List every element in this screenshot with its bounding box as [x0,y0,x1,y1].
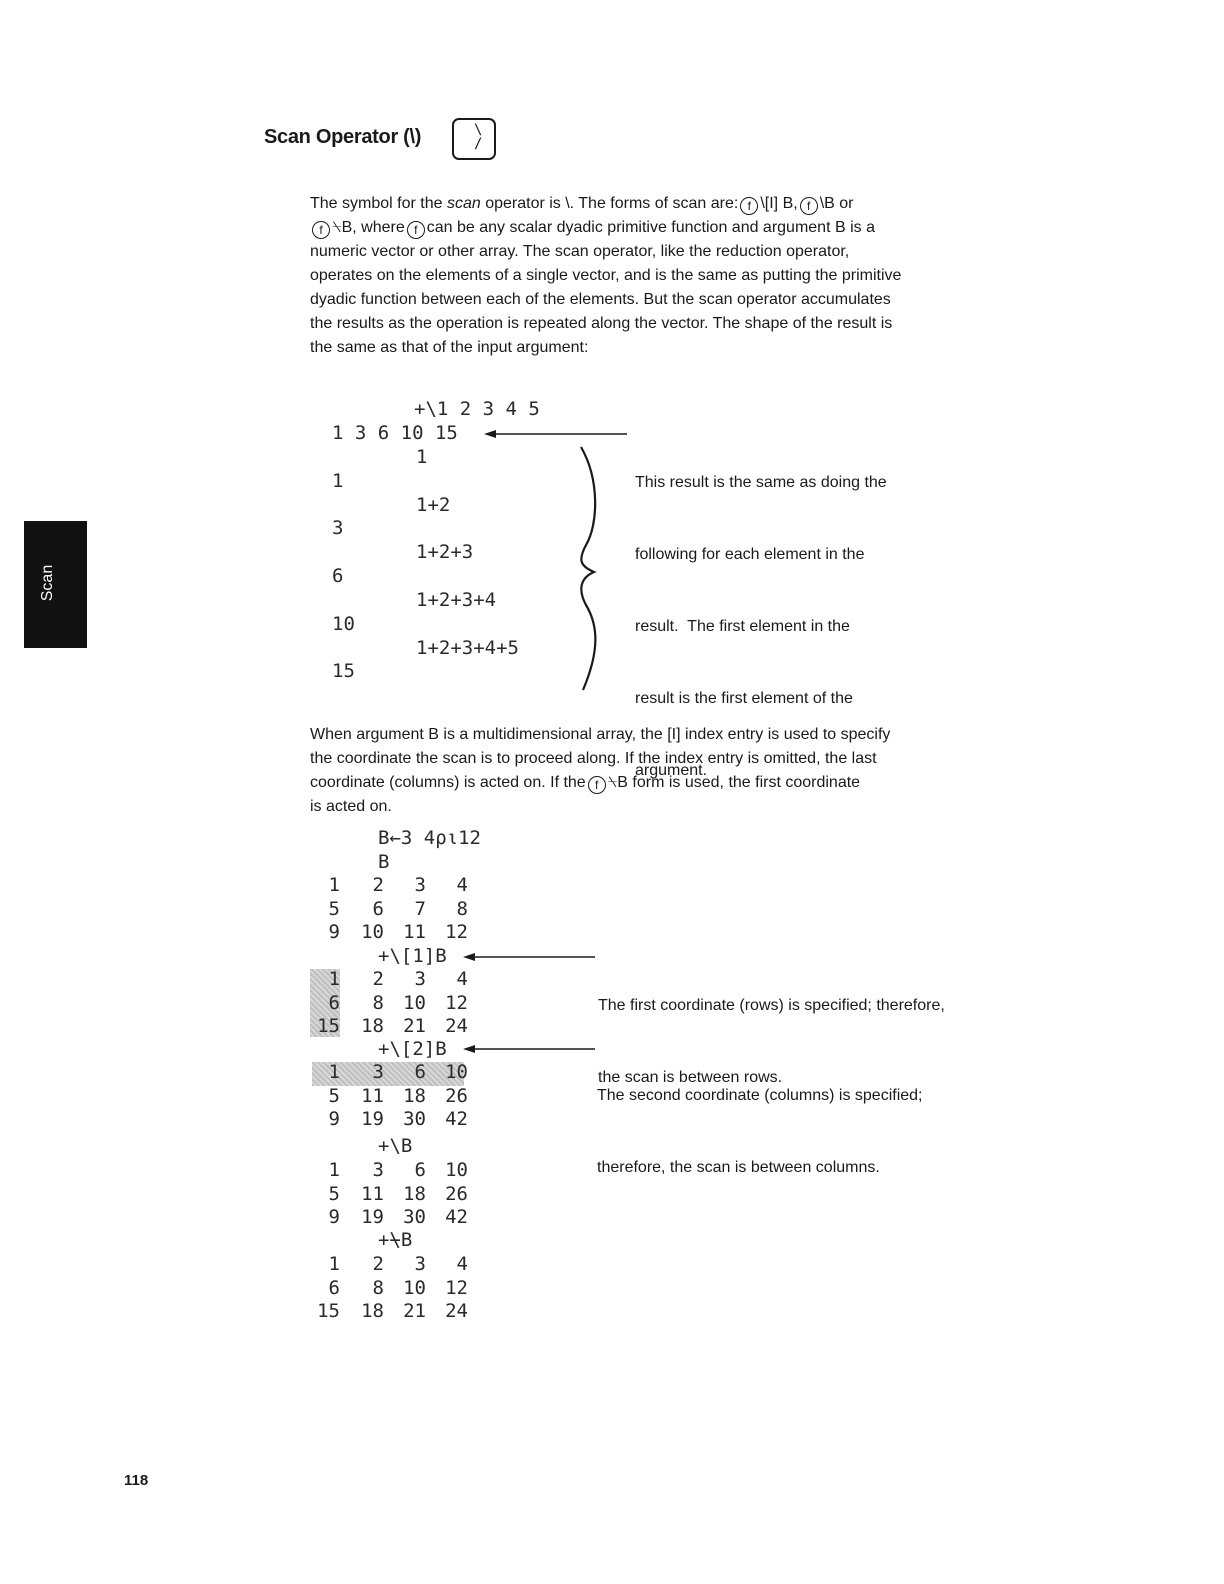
matrix-cell: 26 [445,1084,468,1107]
matrix-cell: 2 [372,968,384,990]
matrix-cell: 2 [372,1253,384,1275]
matrix-cell: 11 [361,1084,384,1107]
matrix-cell: 12 [445,1276,468,1299]
matrix-cell: 7 [414,897,426,920]
matrix-cell: 8 [372,991,384,1014]
function-circle-icon: f [800,197,818,215]
matrix-cell: 5 [328,1182,340,1205]
matrix-cell: 6 [414,1061,426,1083]
first-scan-command: +⍀B [378,1229,413,1251]
matrix-cell: 1 [328,1159,340,1181]
example1-command: +\1 2 3 4 5 [414,398,540,420]
matrix-cell: 42 [445,1108,468,1130]
matrix-cell: 10 [445,1159,468,1181]
matrix-cell: 1 [328,874,340,896]
cols-note: The second coordinate (columns) is specified; therefore, the scan is between columns. [597,1087,923,1176]
matrix-cell: 18 [403,1084,426,1107]
arrow-head-icon [484,430,496,438]
index-paragraph: When argument B is a multidimensional array, the [I] index entry is used to specify the coordinate the scan is to proceed along. If the index entry is omitted, the last coordinate (columns) is acted on. If the f ⍀B form is used, the first coordinate is acted on. [310,726,891,815]
matrix-cell: 18 [403,1182,426,1205]
matrix-cell: 18 [361,1015,384,1037]
matrix-cell: 3 [414,1253,426,1275]
example1-step-value: 3 [332,517,344,539]
matrix-cell: 2 [372,874,384,896]
example1-step-value: 6 [332,565,344,587]
matrix-cell: 3 [372,1159,384,1181]
matrix-cell: 1 [328,1061,340,1083]
italic-scan: scan [446,195,481,212]
matrix-cell: 1 [328,968,340,990]
example1-result: 1 3 6 10 15 [332,422,458,444]
matrix-cell: 11 [361,1182,384,1205]
example1-step-expr: 1+2 [416,494,451,516]
function-circle-icon: f [407,221,425,239]
intro-paragraph: The symbol for the scan operator is \. The forms of scan are: f \[I] B, f \B or f ⍀B, where f can be any scalar dyadic primitive function and argument B is a numeric vector or other array. The scan operator, like the reduction operator, operates on the elements of a single vector, and is the same as putting the primitive dyadic function between each of the elements. But the scan operator accumulates the results as the operation is repeated along the vector. The shape of the result is the same as that of the input argument: [310,195,902,356]
arrow-head-icon [463,1045,475,1053]
matrix-cell: 11 [403,921,426,943]
rows-scan-command: +\[1]B [378,945,447,967]
example1-step-value: 1 [332,470,344,492]
matrix-cell: 10 [403,991,426,1014]
matrix-cell: 4 [456,874,468,896]
brace-icon [581,447,595,690]
matrix-cell: 12 [445,921,468,943]
matrix-cell: 5 [328,1084,340,1107]
matrix-cell: 42 [445,1206,468,1228]
example1-step-expr: 1+2+3 [416,541,474,563]
matrix-cell: 8 [372,1276,384,1299]
matrix-cell: 24 [445,1015,468,1037]
matrix-cell: 10 [361,921,384,943]
example1-step-value: 10 [332,613,355,635]
matrix-cell: 9 [328,921,340,943]
matrix-cell: 15 [317,1015,340,1037]
matrix-cell: 1 [328,1253,340,1275]
example1-step-value: 15 [332,660,355,682]
page-title: Scan Operator (\) [264,126,422,148]
matrix-cell: 8 [456,897,468,920]
matrix-cell: 19 [361,1206,384,1228]
matrix-cell: 4 [456,968,468,990]
matrix-cell: 24 [445,1300,468,1322]
function-circle-icon: f [312,221,330,239]
matrix-cell: 3 [372,1061,384,1083]
example1-step-expr: 1 [416,446,428,468]
matrix-cell: 30 [403,1206,426,1228]
matrix-cell: 10 [403,1276,426,1299]
key-slash: / [474,136,483,152]
example1-step-expr: 1+2+3+4 [416,589,497,611]
section-tab [24,521,87,648]
show-command: B [378,851,390,873]
matrix-cell: 10 [445,1061,468,1083]
matrix-cell: 9 [328,1108,340,1130]
matrix-cell: 12 [445,991,468,1014]
matrix-cell: 19 [361,1108,384,1130]
matrix-cell: 9 [328,1206,340,1228]
matrix-cell: 3 [414,874,426,896]
matrix-cell: 30 [403,1108,426,1130]
section-tab-label: Scan [39,564,56,602]
example1-step-expr: 1+2+3+4+5 [416,637,519,659]
matrix-cell: 3 [414,968,426,990]
matrix-cell: 6 [372,897,384,920]
matrix-cell: 18 [361,1300,384,1322]
matrix-cell: 6 [328,991,340,1014]
last-scan-command: +\B [378,1135,413,1157]
matrix-cell: 6 [414,1159,426,1181]
assign-command: B←3 4⍴⍳12 [378,827,481,849]
matrix-cell: 5 [328,897,340,920]
matrix-cell: 6 [328,1276,340,1299]
matrix-cell: 21 [403,1015,426,1037]
function-circle-icon: f [740,197,758,215]
matrix-cell: 15 [317,1300,340,1322]
example1-note: This result is the same as doing the following for each element in the result. The first element in the result is the first element of the argument. [635,474,887,779]
function-circle-icon: f [588,776,606,794]
matrix-cell: 21 [403,1300,426,1322]
rows-note: The first coordinate (rows) is specified; therefore, the scan is between rows. [598,997,945,1086]
arrow-head-icon [463,953,475,961]
page-number: 118 [124,1472,149,1489]
key-backslash: \ [474,122,483,138]
matrix-cell: 26 [445,1182,468,1205]
cols-scan-command: +\[2]B [378,1038,447,1060]
matrix-cell: 4 [456,1253,468,1275]
